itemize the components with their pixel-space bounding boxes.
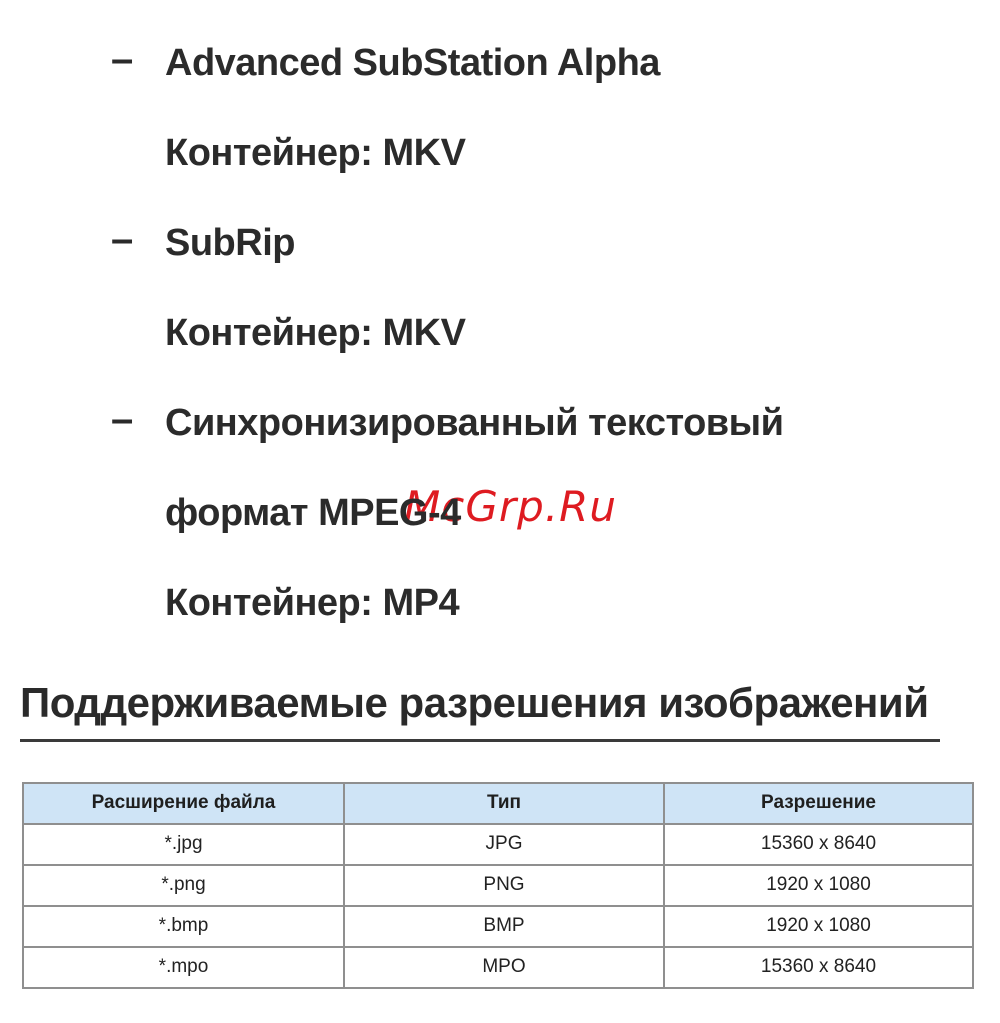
section-heading: Поддерживаемые разрешения изображений — [20, 678, 940, 742]
cell-resolution: 1920 x 1080 — [664, 906, 973, 947]
list-item-format-name — [0, 378, 1000, 468]
table-row — [23, 906, 973, 947]
table-header-row — [23, 783, 973, 824]
format-name: Advanced SubStation Alpha — [165, 41, 660, 84]
table-row — [23, 824, 973, 865]
cell-type: JPG — [344, 824, 664, 865]
column-header-extension: Расширение файла — [23, 783, 344, 824]
mcgrp-watermark: McGrp.Ru — [404, 482, 617, 531]
cell-extension: *.mpo — [23, 947, 344, 988]
dash-bullet: – — [111, 396, 133, 441]
list-item-format-name — [0, 198, 1000, 288]
cell-extension: *.bmp — [23, 906, 344, 947]
container-label: Контейнер: MP4 — [165, 581, 460, 624]
table-row — [23, 865, 973, 906]
column-header-resolution: Разрешение — [664, 783, 973, 824]
list-item-format-name-wrap — [0, 468, 1000, 558]
dash-bullet: – — [111, 36, 133, 81]
container-label: Контейнер: MKV — [165, 311, 466, 354]
list-item-format-name — [0, 18, 1000, 108]
cell-extension: *.jpg — [23, 824, 344, 865]
cell-resolution: 15360 x 8640 — [664, 947, 973, 988]
format-name: SubRip — [165, 221, 295, 264]
image-resolution-table — [22, 782, 974, 989]
list-item-container — [0, 558, 1000, 648]
column-header-type: Тип — [344, 783, 664, 824]
cell-resolution: 15360 x 8640 — [664, 824, 973, 865]
cell-extension: *.png — [23, 865, 344, 906]
list-item-container — [0, 288, 1000, 378]
cell-type: MPO — [344, 947, 664, 988]
list-item-container — [0, 108, 1000, 198]
format-name-line-2: формат MPEG-4 — [165, 491, 461, 534]
cell-type: BMP — [344, 906, 664, 947]
container-label: Контейнер: MKV — [165, 131, 466, 174]
dash-bullet: – — [111, 216, 133, 261]
cell-resolution: 1920 x 1080 — [664, 865, 973, 906]
cell-type: PNG — [344, 865, 664, 906]
format-name-line-1: Синхронизированный текстовый — [165, 401, 784, 444]
table-row — [23, 947, 973, 988]
